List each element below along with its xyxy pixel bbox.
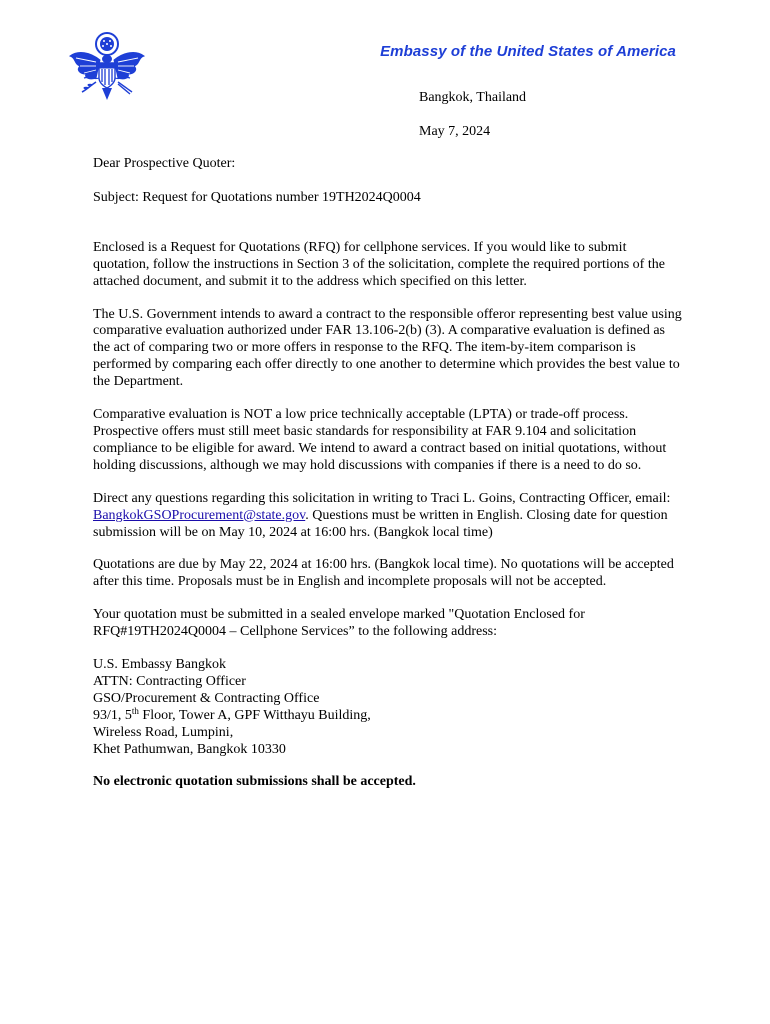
paragraph-evaluation: The U.S. Government intends to award a contract to the responsible offeror representing best value using comparative evaluation authorized under FAR 13.106-2(b) (3). A comparative evaluation is defined as the act of comparing two or more offers in response to the RFQ. The item-by-item comparison is performed by comparing each offer directly to one another to determine which provides the best value to the Department. xyxy=(93,306,682,390)
salutation: Dear Prospective Quoter: xyxy=(93,156,236,171)
letter-location: Bangkok, Thailand xyxy=(419,90,527,105)
subject-line: Subject: Request for Quotations number 19TH2024Q0004 xyxy=(93,189,421,205)
closing-notice: No electronic quotation submissions shall be accepted. xyxy=(93,774,416,790)
address-line-2: ATTN: Contracting Officer xyxy=(93,673,246,689)
mailing-address xyxy=(93,657,683,758)
questions-text-before: Direct any questions regarding this solicitation in writing to Traci L. Goins, Contracting Officer, email: xyxy=(93,490,671,506)
paragraph-comparative-evaluation: Comparative evaluation is NOT a low price technically acceptable (LPTA) or trade-off process. Prospective offers must still meet basic standards for responsibility at FAR 9.104 and solicitation compliance to be eligible for award. We intend to award a contract based on initial quotations, without holding discussions, although we may hold discussions with companies if there is a need to do so. xyxy=(93,407,667,473)
paragraph-rfq-intro: Enclosed is a Request for Quotations (RFQ) for cellphone services. If you would like to submit quotation, follow the instructions in Section 3 of the solicitation, complete the required portions of the attached document, and submit it to the address which specified on this letter. xyxy=(93,239,665,289)
great-seal-eagle-icon xyxy=(66,30,148,110)
paragraph-questions xyxy=(93,491,683,542)
address-line-1: U.S. Embassy Bangkok xyxy=(93,657,226,673)
address-line-6: Khet Pathumwan, Bangkok 10330 xyxy=(93,741,286,757)
letter-date: May 7, 2024 xyxy=(419,124,491,139)
questions-text-after: . Questions must be written in English. Closing date for question submission will be on May 10, 2024 at 16:00 hrs. (Bangkok local time) xyxy=(93,507,668,540)
paragraph-due-date: Quotations are due by May 22, 2024 at 16:00 hrs. (Bangkok local time). No quotations will be accepted after this time. Proposals must be in English and incomplete proposals will not be accepted. xyxy=(93,557,674,590)
procurement-email-link[interactable]: BangkokGSOProcurement@state.gov xyxy=(93,507,306,523)
address-line-4-ordinal: th xyxy=(131,705,139,716)
letter-body xyxy=(93,156,683,791)
paragraph-submission: Your quotation must be submitted in a sealed envelope marked "Quotation Enclosed for RFQ#19TH2024Q0004 – Cellphone Services” to the following address: xyxy=(93,607,585,640)
address-line-4-prefix: 93/1, 5 xyxy=(93,707,132,723)
address-line-4 xyxy=(93,705,683,725)
address-line-4-suffix: Floor, Tower A, GPF Witthayu Building, xyxy=(138,707,371,723)
address-line-3: GSO/Procurement & Contracting Office xyxy=(93,690,320,706)
embassy-name: Embassy of the United States of America xyxy=(380,43,676,60)
address-line-5: Wireless Road, Lumpini, xyxy=(93,724,234,740)
